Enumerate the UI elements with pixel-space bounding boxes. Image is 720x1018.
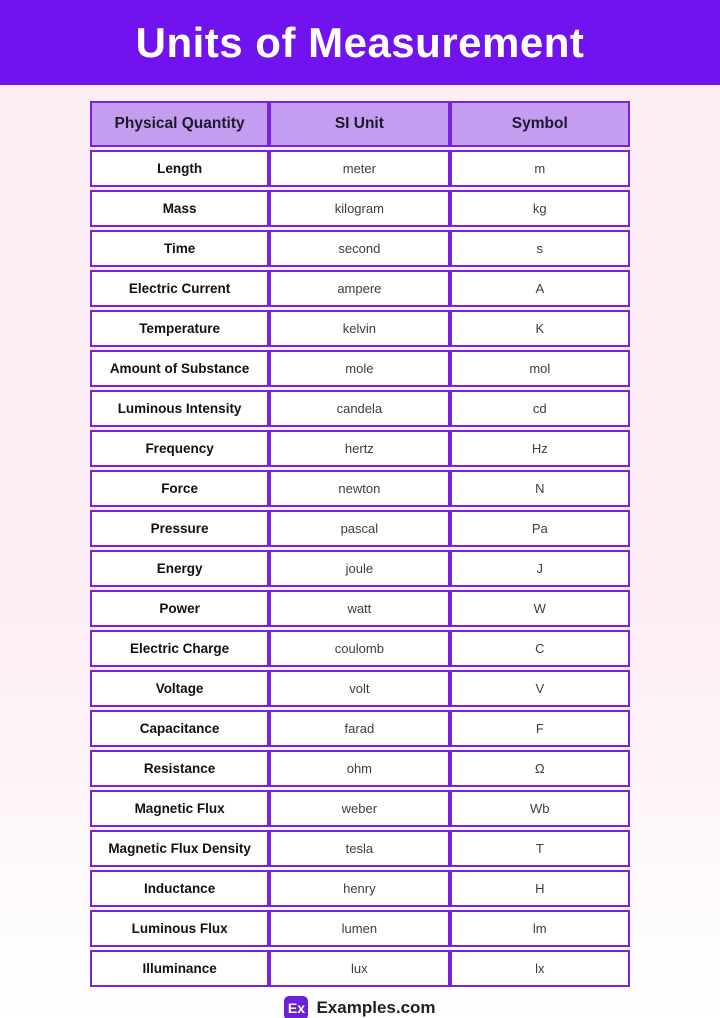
si-unit-cell: coulomb: [267, 632, 447, 665]
physical-quantity-cell: Frequency: [145, 441, 214, 456]
physical-quantity-cell: Magnetic Flux Density: [108, 841, 251, 856]
page-title: Units of Measurement: [135, 18, 585, 66]
symbol-cell: F: [448, 712, 628, 745]
physical-quantity-cell: Amount of Substance: [109, 361, 250, 376]
table-row: [90, 630, 630, 667]
si-unit-cell: volt: [267, 672, 447, 705]
symbol-cell: kg: [448, 192, 628, 225]
footer-brand-text: Examples.com: [316, 998, 436, 1017]
symbol-cell: lm: [448, 912, 628, 945]
symbol-cell: W: [448, 592, 628, 625]
table-row: [90, 790, 630, 827]
physical-quantity-cell: Luminous Flux: [131, 921, 228, 936]
si-unit-cell: ampere: [267, 272, 447, 305]
footer-brand: [0, 996, 720, 1018]
physical-quantity-cell: Length: [157, 161, 203, 176]
physical-quantity-cell: Pressure: [150, 521, 209, 536]
si-unit-cell: lumen: [267, 912, 447, 945]
si-unit-cell: pascal: [267, 512, 447, 545]
units-table: [90, 101, 630, 987]
table-row: [90, 590, 630, 627]
physical-quantity-cell: Mass: [162, 201, 197, 216]
si-unit-cell: hertz: [267, 432, 447, 465]
symbol-cell: K: [448, 312, 628, 345]
table-row: [90, 750, 630, 787]
symbol-cell: C: [448, 632, 628, 665]
physical-quantity-cell: Temperature: [139, 321, 220, 336]
table-row: [90, 230, 630, 267]
symbol-cell: T: [448, 832, 628, 865]
si-unit-cell: kelvin: [267, 312, 447, 345]
symbol-cell: N: [448, 472, 628, 505]
table-row: [90, 430, 630, 467]
symbol-cell: Ω: [448, 752, 628, 785]
header-physical-quantity: Physical Quantity: [114, 115, 245, 132]
si-unit-cell: lux: [267, 952, 447, 985]
si-unit-cell: ohm: [267, 752, 447, 785]
symbol-cell: s: [448, 232, 628, 265]
table-row: [90, 550, 630, 587]
table-row: [90, 470, 630, 507]
symbol-cell: Pa: [448, 512, 628, 545]
symbol-cell: V: [448, 672, 628, 705]
table-row: [90, 710, 630, 747]
si-unit-cell: farad: [267, 712, 447, 745]
table-row: [90, 830, 630, 867]
si-unit-cell: meter: [267, 152, 447, 185]
si-unit-cell: newton: [267, 472, 447, 505]
physical-quantity-cell: Capacitance: [139, 721, 220, 736]
header-si-unit: SI Unit: [267, 103, 447, 145]
physical-quantity-cell: Electric Charge: [130, 641, 230, 656]
table-row: [90, 310, 630, 347]
table-row: [90, 950, 630, 987]
table-row: [90, 190, 630, 227]
symbol-cell: Wb: [448, 792, 628, 825]
table-row: [90, 150, 630, 187]
si-unit-cell: candela: [267, 392, 447, 425]
table-header-row: [90, 101, 630, 147]
symbol-cell: H: [448, 872, 628, 905]
si-unit-cell: second: [267, 232, 447, 265]
symbol-cell: m: [448, 152, 628, 185]
physical-quantity-cell: Voltage: [155, 681, 204, 696]
physical-quantity-cell: Luminous Intensity: [117, 401, 242, 416]
symbol-cell: Hz: [448, 432, 628, 465]
physical-quantity-cell: Time: [163, 241, 196, 256]
physical-quantity-cell: Inductance: [143, 881, 216, 896]
table-row: [90, 270, 630, 307]
si-unit-cell: mole: [267, 352, 447, 385]
si-unit-cell: joule: [267, 552, 447, 585]
table-row: [90, 870, 630, 907]
physical-quantity-cell: Magnetic Flux: [134, 801, 225, 816]
table-row: [90, 390, 630, 427]
table-row: [90, 350, 630, 387]
examples-logo-icon: Ex: [284, 996, 308, 1018]
physical-quantity-cell: Power: [159, 601, 200, 616]
table-row: [90, 910, 630, 947]
symbol-cell: J: [448, 552, 628, 585]
table-body: [90, 150, 630, 987]
si-unit-cell: tesla: [267, 832, 447, 865]
symbol-cell: cd: [448, 392, 628, 425]
si-unit-cell: henry: [267, 872, 447, 905]
symbol-cell: mol: [448, 352, 628, 385]
physical-quantity-cell: Force: [161, 481, 198, 496]
symbol-cell: lx: [448, 952, 628, 985]
si-unit-cell: watt: [267, 592, 447, 625]
header-symbol: Symbol: [448, 103, 628, 145]
physical-quantity-cell: Resistance: [143, 761, 216, 776]
physical-quantity-cell: Energy: [156, 561, 203, 576]
si-unit-cell: weber: [267, 792, 447, 825]
si-unit-cell: kilogram: [267, 192, 447, 225]
table-row: [90, 510, 630, 547]
physical-quantity-cell: Illuminance: [142, 961, 217, 976]
title-banner: [0, 0, 720, 85]
physical-quantity-cell: Electric Current: [128, 281, 231, 296]
table-row: [90, 670, 630, 707]
symbol-cell: A: [448, 272, 628, 305]
